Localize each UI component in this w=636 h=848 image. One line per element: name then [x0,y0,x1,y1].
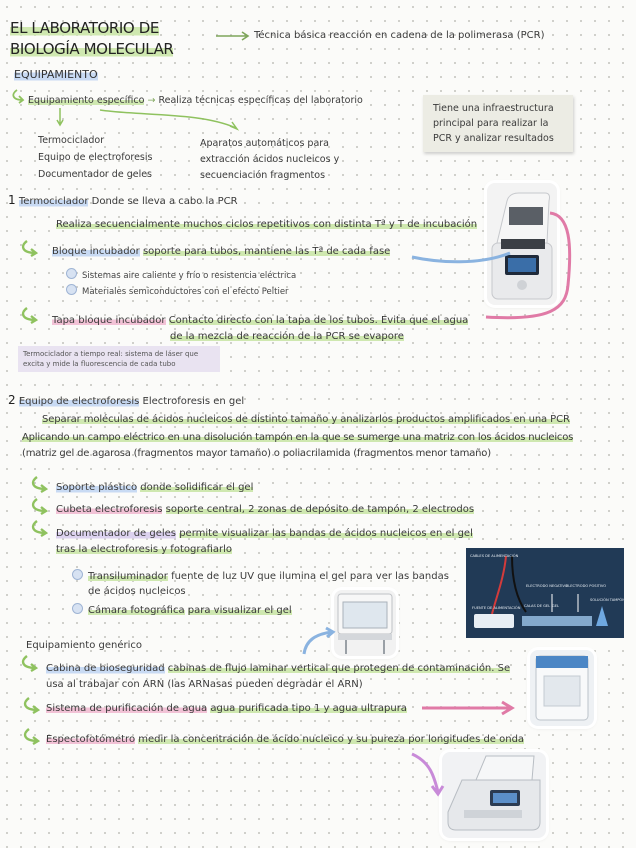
bullet-circle-icon [66,284,77,295]
electroforesis-desc: Separar moléculas de ácidos nucleicos de distinto tamaño y analizarlos productos amplificados en una PCR [42,414,570,425]
curved-arrow-icon [20,241,40,257]
arrow-right-icon [216,31,252,41]
soporte-row: Soporte plástico donde solidificar el gel [56,482,254,493]
section-number: 2 [8,393,16,407]
tapa-row: Tapa bloque incubador Contacto directo con la tapa de los tubos. Evita que el agua de la mezcla de reacción de la PCR se evapore [52,315,469,342]
section-number: 1 [8,193,16,207]
bullet-circle-icon [72,603,83,614]
curved-arrow-icon [22,729,42,745]
tapa-label: Tapa bloque incubador [52,315,166,326]
list-item: extracción ácidos nucleicos y [200,154,340,165]
list-item: Aparatos automáticos para [200,138,329,149]
sistema-row: Sistema de purificación de agua agua purificada tipo 1 y agua ultrapura [46,703,407,714]
bloque-row [52,246,390,257]
curved-arrow-icon [20,656,40,672]
water-purifier-image [530,650,594,726]
subtitle: Técnica básica reacción en cadena de la polimerasa (PCR) [254,30,545,41]
section-heading-equipamiento: EQUIPAMIENTO [14,68,98,81]
list-item: Materiales semiconductores con el efecto Peltier [66,284,296,300]
list-left [38,132,152,183]
list-item: Documentador de geles [38,169,153,180]
curved-arrow-icon [30,477,50,493]
arrow-up-right-icon [302,628,336,656]
bullet-circle-icon [66,268,77,279]
page-title: EL LABORATORIO DE BIOLOGÍA MOLECULAR [10,19,174,58]
electroforesis-desc-2: Aplicando un campo eléctrico en una disolución tampón en la que se sumerge una matriz con los ácidos nucleicos (matriz gel de agarosa (fragmentos mayor tamaño) o poliacrilamida (fragmentos menor tamaño) [22,432,574,459]
list-right [200,136,339,184]
cubeta-row: Cubeta electroforesis soporte central, 2 zonas de depósito de tampón, 2 electrodos [56,504,475,515]
curved-arrow-icon [20,308,40,324]
generico-heading: Equipamiento genérico [26,640,142,651]
cabina-row: Cabina de bioseguridad cabinas de flujo laminar vertical que protegen de contaminación. Se usa al trabajar con ARN (las ARNasas pueden degradar el ARN) [46,663,511,690]
bloque-label: Bloque incubador [52,246,140,257]
curved-arrow-icon [30,521,50,537]
termociclador-heading-desc: Donde se lleva a cabo la PCR [91,196,238,207]
curved-arrow-icon [408,752,448,800]
realtime-note: Termociclador a tiempo real: sistema de láser que excita y mide la fluorescencia de cada tubo [18,346,220,372]
bloque-desc: soporte para tubos, mantiene las Tª de cada fase [142,246,391,257]
list-item: secuenciación fragmentos [200,170,326,181]
especifico-label: Equipamiento específico [28,95,145,106]
documentador-row: Documentador de geles permite visualizar las bandas de ácidos nucleicos en el gel tras la electroforesis y fotografiarlo [56,528,473,555]
list-item: Sistemas aire caliente y frío o resistencia eléctrica [66,268,296,284]
termociclador-heading-row [8,193,238,207]
termociclador-heading: Termociclador [18,196,89,207]
spectrophotometer-image [442,752,546,838]
termociclador-desc: Realiza secuencialmente muchos ciclos repetitivos con distinta Tª y T de incubación [56,219,478,230]
especifico-desc: Realiza técnicas específicas del laboratorio [158,95,363,106]
electroforesis-heading: Equipo de electroforesis [18,396,140,407]
list-item: Equipo de electroforesis [38,152,153,163]
curved-arrow-icon [30,499,50,515]
camara-row: Cámara fotográfica para visualizar el gel [72,603,292,616]
arrow-right-icon [420,700,520,716]
electrophoresis-diagram: CABLES DE ALIMENTACIÓN ELECTRODO NEGATIVO ELECTRODO POSITIVO FUENTE DE ALIMENTACIÓN CALAS DE GEL GEL SOLUCIÓN TAMPÓN [466,548,624,638]
electroforesis-heading-row [8,393,244,407]
electroforesis-heading-desc: Electroforesis en gel [142,396,245,407]
espectro-row: Espectofotómetro medir la concentración de ácido nucleico y su pureza por longitudes de onda [46,734,525,745]
bloque-items [66,268,296,300]
bullet-circle-icon [72,569,83,580]
sticky-note: Tiene una infraestructura principal para realizar la PCR y analizar resultados [423,95,573,152]
trans-row: Transiluminador fuente de luz UV que ilumina el gel para ver las bandas de ácidos nucleicos [72,569,449,599]
especifico-row: Equipamiento específico → Realiza técnicas específicas del laboratorio [28,95,363,106]
curved-arrow-icon [11,90,27,104]
curved-arrow-icon [22,698,42,714]
list-item: Termociclador [38,135,105,146]
biosafety-cabinet-image [334,590,396,656]
